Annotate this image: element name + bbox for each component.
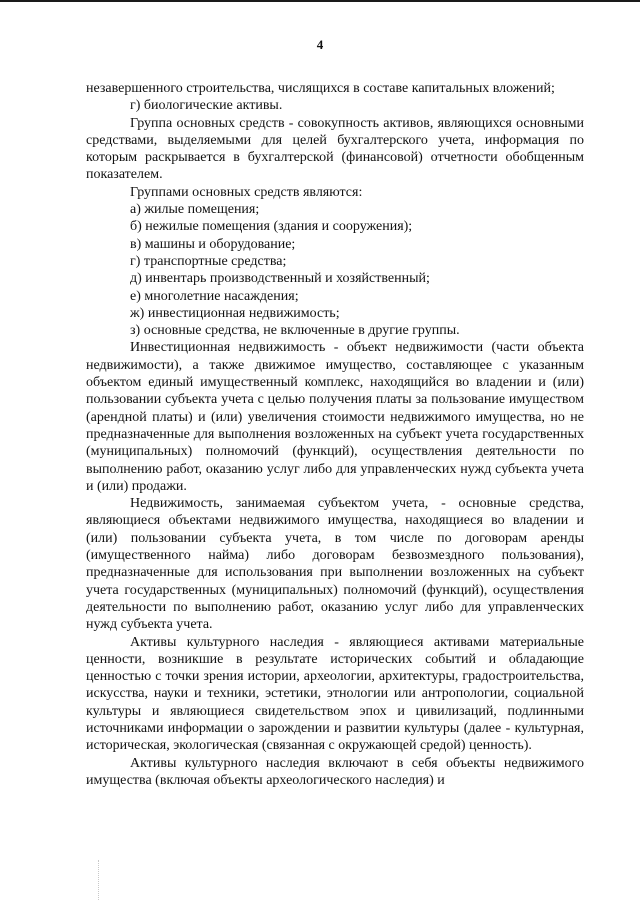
margin-marks [98,860,101,900]
paragraph: Инвестиционная недвижимость - объект недвижимости (части объекта недвижимости), а также движимое имущество, составляющее с указанным объектом единый имущественный комплекс, находящийся во владении и (или) пользовании субъекта учета с целью получения платы за пользование имуществом (арендной платы) и (или) увеличения стоимости недвижимого имущества, но не предназначенные для выполнения возложенных на субъект учета государственных (муниципальных) полномочий (функций), осуществления деятельности по выполнению работ, оказанию услуг либо для управленческих нужд субъекта учета и (или) продажи. [86,340,584,494]
list-item: г) биологические активы. [130,98,283,114]
list-item: г) транспортные средства; [130,253,287,269]
paragraph: незавершенного строительства, числящихся в составе капитальных вложений; [86,81,555,96]
paragraph: Недвижимость, занимаемая субъектом учета, - основные средства, являющиеся объектами недвижимого имущества, находящиеся во владении и (или) пользовании субъекта учета, в том числе по договорам аренды (имущественного найма) либо договорам безвозмездного пользования), предназначенные для использования при выполнении возложенных на субъект учета государственных (муниципальных) полномочий (функций), осуществления деятельности по выполнению работ, оказанию услуг либо для управленческих нужд субъекта учета. [86,496,584,633]
list-item: з) основные средства, не включенные в другие группы. [130,323,460,339]
list-item: ж) инвестиционная недвижимость; [130,305,340,321]
list-item: б) нежилые помещения (здания и сооружения); [130,219,413,235]
document-body [86,80,584,789]
list-item: д) инвентарь производственный и хозяйственный; [130,271,430,287]
list-item: в) машины и оборудование; [130,236,296,252]
paragraph: Группа основных средств - совокупность активов, являющихся основными средствами, выделяемыми для целей бухгалтерского учета, информация по которым раскрывается в бухгалтерской (финансовой) отчетности обобщенным показателем. [86,115,584,183]
list-item: е) многолетние насаждения; [130,288,299,304]
top-rule [0,0,640,2]
page-number: 4 [316,37,324,52]
paragraph: Активы культурного наследия включают в себя объекты недвижимого имущества (включая объекты археологического наследия) и [86,755,584,788]
paragraph: Активы культурного наследия - являющиеся активами материальные ценности, возникшие в результате исторических событий и обладающие ценностью с точки зрения истории, археологии, архитектуры, градостроительства, искусства, науки и техники, эстетики, этнологии или антропологии, социальной культуры и являющиеся свидетельством эпох и цивилизаций, подлинными источниками информации о зарождении и развитии культуры (далее - культурная, историческая, экологическая (связанная с окружающей средой) ценность). [86,634,584,754]
list-item: Группами основных средств являются: [130,184,363,200]
list-item: а) жилые помещения; [130,202,260,218]
